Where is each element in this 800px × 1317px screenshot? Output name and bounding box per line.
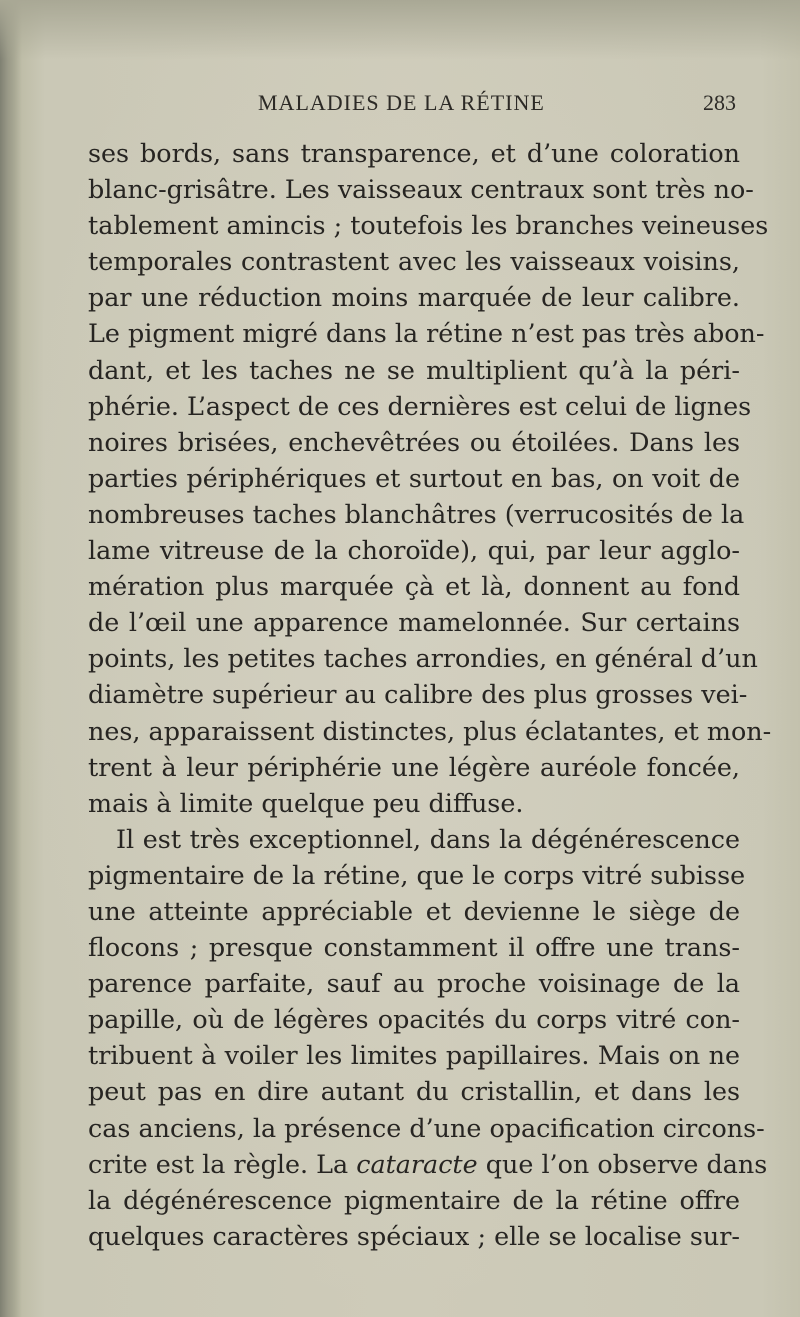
text-segment: que l’on observe dans [485, 1148, 768, 1179]
text-line: temporales contrastent avec les vaisseaux voisins, [88, 246, 740, 277]
scan-top-shade [0, 0, 800, 60]
text-line: flocons ; presque constamment il offre une trans- [88, 932, 740, 963]
text-line: de l’œil une apparence mamelonnée. Sur certains [88, 607, 740, 638]
text-line: lame vitreuse de la choroïde), qui, par leur agglo- [88, 535, 740, 566]
italic-term: cataracte [356, 1148, 478, 1179]
text-line: Il est très exceptionnel, dans la dégénérescence [116, 823, 740, 854]
text-line: blanc-grisâtre. Les vaisseaux centraux sont très no- [88, 174, 754, 205]
text-line: ses bords, sans transparence, et d’une coloration [88, 138, 740, 168]
text-line: parties périphériques et surtout en bas, on voit de [88, 462, 740, 493]
text-line: cas anciens, la présence d’une opacification circons- [88, 1112, 765, 1143]
page-number: 283 [703, 90, 736, 115]
text-line: nombreuses taches blanchâtres (verrucosités de la [88, 498, 745, 529]
text-line: peut pas en dire autant du cristallin, et dans les [88, 1076, 740, 1107]
text-line: nes, apparaissent distinctes, plus éclatantes, et mon- [88, 715, 772, 746]
page-header [90, 88, 736, 124]
running-title: MALADIES DE LA RÉTINE [258, 90, 545, 115]
text-line: phérie. L’aspect de ces dernières est celui de lignes [88, 390, 752, 421]
text-line: Le pigment migré dans la rétine n’est pas très abon- [88, 318, 765, 349]
text-line: points, les petites taches arrondies, en général d’un [88, 643, 758, 674]
text-line: diamètre supérieur au calibre des plus grosses vei- [88, 679, 748, 710]
text-line: papille, où de légères opacités du corps vitré con- [88, 1004, 740, 1035]
scan-left-edge [0, 0, 22, 1317]
text-segment: crite est la règle. La [88, 1148, 357, 1179]
text-line: pigmentaire de la rétine, que le corps vitré subisse [88, 859, 746, 890]
text-line: tablement amincis ; toutefois les branches veineuses [88, 210, 769, 241]
text-line: une atteinte appréciable et devienne le siège de [88, 895, 740, 926]
text-line: parence parfaite, sauf au proche voisinage de la [88, 968, 740, 999]
text-line: trent à leur périphérie une légère auréole foncée, [88, 751, 740, 782]
text-line: dant, et les taches ne se multiplient qu’à la péri- [88, 354, 740, 385]
text-line: mération plus marquée çà et là, donnent au fond [88, 571, 740, 602]
text-line: noires brisées, enchevêtrées ou étoilées. Dans les [88, 426, 740, 457]
text-line: quelques caractères spéciaux ; elle se localise sur- [88, 1220, 740, 1251]
text-line: la dégénérescence pigmentaire de la rétine offre [88, 1184, 740, 1215]
text-line: mais à limite quelque peu diffuse. [88, 787, 524, 818]
text-line: tribuent à voiler les limites papillaires. Mais on ne [88, 1040, 740, 1071]
text-line: par une réduction moins marquée de leur calibre. [88, 282, 740, 313]
text-line-with-italic [88, 1146, 768, 1182]
body-text [88, 135, 772, 1254]
